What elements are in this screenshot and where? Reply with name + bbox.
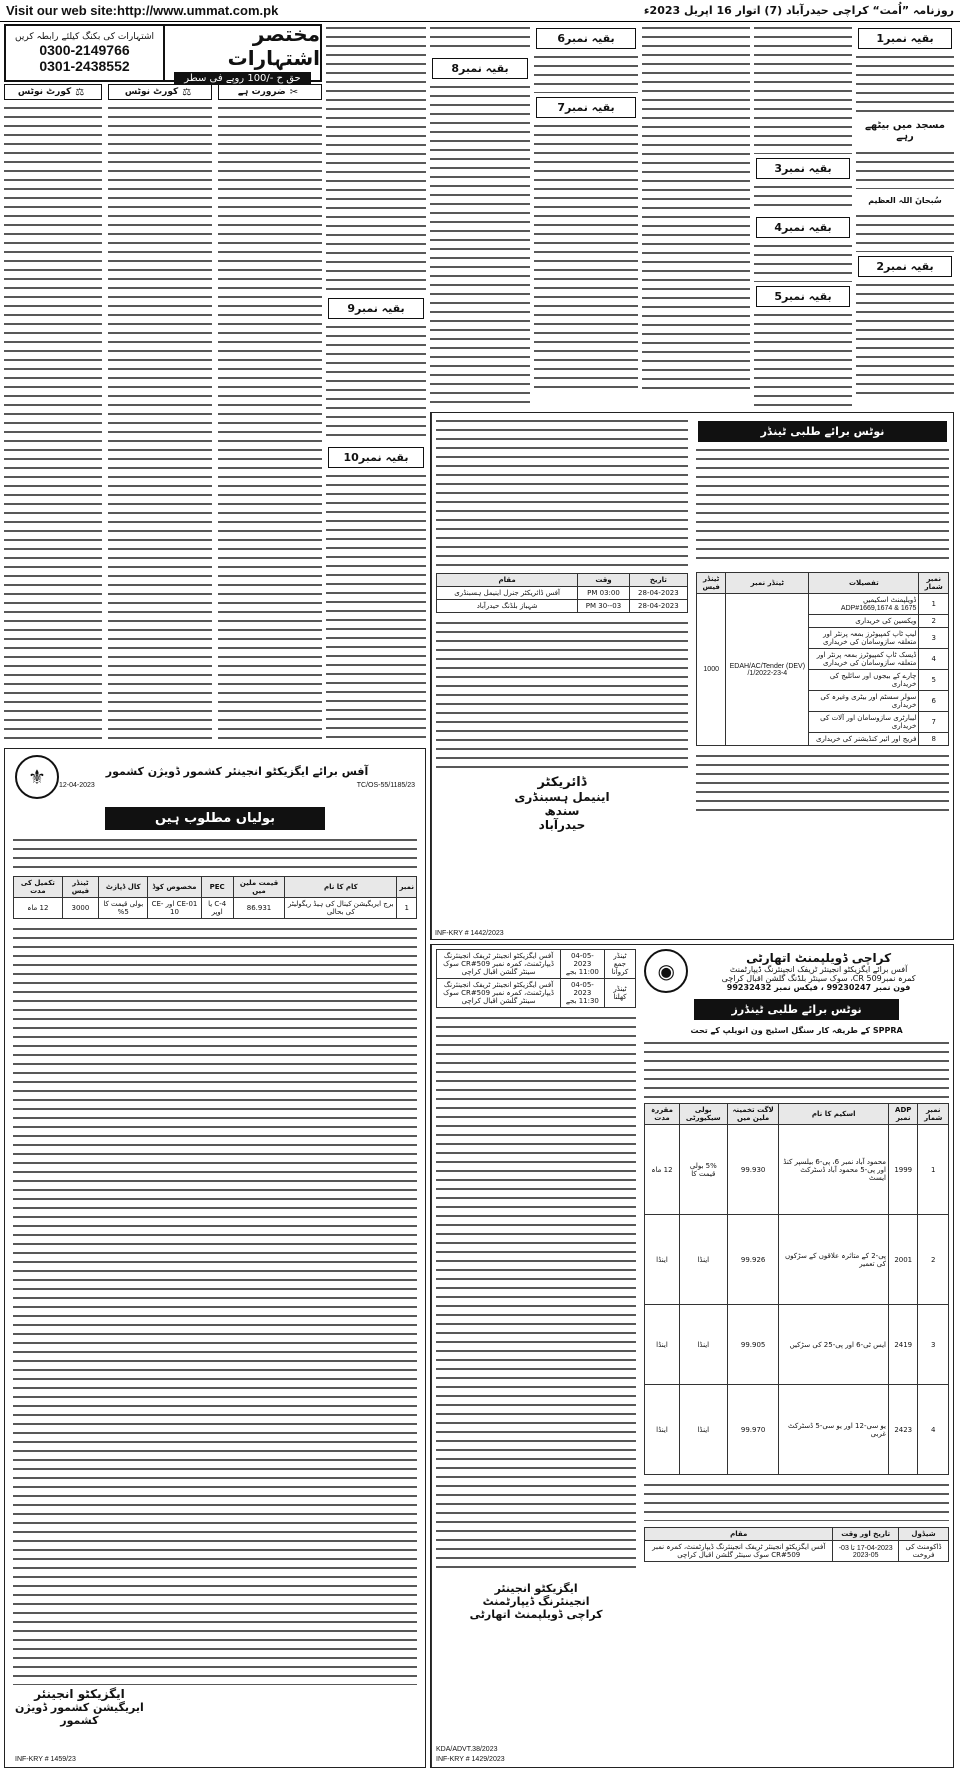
kda-opening-table [436, 949, 636, 1008]
continued-box-5: بقیہ نمبر5 [756, 286, 850, 307]
table-row: 28-04-2023 03--30 PM شہباز بلڈنگ حیدرآباد [437, 600, 688, 613]
classified-title: مختصر اشتہارات [227, 21, 320, 70]
irrigation-signature-title: ایگزیکٹو انجینئر [34, 1687, 125, 1701]
classified-column-2 [108, 104, 212, 744]
kda-logo-icon: ◉ [644, 949, 688, 993]
kda-phone: فون نمبر 99230247 ، فیکس نمبر 99232432 [726, 982, 911, 992]
kda-signature-title: ایگزیکٹو انجینئر [494, 1582, 578, 1595]
kda-ref-1: KDA/ADVT.38/2023 [436, 1746, 498, 1753]
masthead-strip [0, 0, 960, 22]
table-row: 3 2419 ایس ٹی-6 اور پی-25 کی سڑکیں 99.905 اینڈا اینڈا [645, 1305, 949, 1385]
continued-box-2: بقیہ نمبر2 [858, 256, 952, 277]
irrigation-office: آفس برائے ایگزیکٹو انجینئر کشمور ڈویژن کشمور [105, 765, 369, 778]
government-seal-icon: ⚜ [15, 755, 59, 799]
ah-signature-title: ڈائریکٹر [537, 775, 587, 790]
news-column-e [754, 24, 954, 410]
ah-signature-city: حیدرآباد [538, 818, 586, 832]
news-column-d [642, 24, 750, 410]
classified-rate: حق ح -/100 روپے فی سطر [174, 72, 310, 85]
classified-phone-2[interactable]: 0301-2438552 [39, 58, 130, 74]
classified-column-3 [218, 104, 322, 744]
gavel-icon: ⚖ [182, 86, 192, 98]
ah-schedule-table: تاریخ وقت مقام 28-04-2023 03:00 PM آفس ڈائریکٹر جنرل اینیمل ہسبنڈری 28-04-2023 03--30 PM شہباز بلڈنگ حیدرآباد [436, 573, 688, 613]
court-notice-header-1: ⚖ کورٹ نوٹس [4, 84, 102, 100]
kda-signature-authority: کراچی ڈویلپمنٹ اتھارٹی [469, 1608, 603, 1621]
table-row: 7 لیبارٹری سازوسامان اور آلات کی خریداری [697, 712, 949, 733]
irrigation-signature-dept: ایریگیشن کشمور ڈویژن [15, 1701, 144, 1714]
table-row: ڈاکومنٹ کی فروخت 17-04-2023 تا 03-05-2023 آفس ایگزیکٹو انجینئر ٹریفک انجینئرنگ ڈیپارٹمنٹ، کمرہ نمبر CR#509 سوک سینٹر گلشن اقبال کراچی [645, 1541, 949, 1562]
irrigation-signature-city: کشمور [60, 1714, 99, 1727]
kda-tender [430, 944, 954, 1768]
ah-signature-province: سندھ [544, 804, 580, 818]
continued-box-8: بقیہ نمبر8 [432, 58, 528, 79]
table-row: 2 ویکسین کی خریداری [697, 615, 949, 628]
continued-box-7: بقیہ نمبر7 [536, 97, 636, 118]
classified-phone-1[interactable]: 0300-2149766 [39, 42, 130, 58]
table-row: 3 لیپ ٹاپ کمپیوٹرز بمعہ پرنٹر اور متعلقہ سازوسامان کی خریداری [697, 628, 949, 649]
table-row: 1 برج ایریگیشن کینال کی ہیڈ ریگولیٹر کی بحالی 86.931 C-4 یا اوپر CE-01 اور CE-10 بولی قیمت کا 5% 3000 12 ماہ [14, 898, 417, 919]
ah-ref: INF-KRY # 1442/2023 [435, 930, 504, 937]
gavel-icon: ⚖ [75, 86, 85, 98]
irrigation-ref: INF-KRY # 1459/23 [15, 1756, 76, 1763]
classified-contact-label: اشتہارات کی بکنگ کیلئے رابطہ کریں [15, 32, 155, 42]
kda-address: کمرہ نمبر509 CR، سوک سینٹر بلڈنگ گلشن اقبال کراچی [721, 973, 916, 983]
irrigation-title: بولیاں مطلوب ہیں [105, 807, 325, 830]
table-row: 2 2001 پی-2 کے متاثرہ علاقوں کے سڑکوں کی تعمیر 99.926 اینڈا اینڈا [645, 1215, 949, 1305]
scissors-icon: ✂ [289, 86, 299, 98]
continued-box-1: بقیہ نمبر1 [858, 28, 952, 49]
news-column-b [430, 24, 530, 410]
kda-sale-table: شیڈول تاریخ اور وقت مقام ڈاکومنٹ کی فروخت 17-04-2023 تا 03-05-2023 آفس ایگزیکٹو انجینئر ٹریفک انجینئرنگ ڈیپارٹمنٹ، کمرہ نمبر CR#509 سوک سینٹر گلشن اقبال کراچی [644, 1527, 949, 1562]
court-notice-header-2: ⚖ کورٹ نوٹس [108, 84, 212, 100]
table-row: 1 ڈویلپمنٹ اسکیمیں ADP#1669,1674 & 1675 EDAH/AC/Tender (DEV) /1/2022-23-4 1000 [697, 594, 949, 615]
continued-box-4: بقیہ نمبر4 [756, 217, 850, 238]
ah-signature-dept: اینیمل ہسبنڈری [514, 790, 610, 804]
table-row: 5 چارے کے بیجوں اور سائلیج کی خریداری [697, 670, 949, 691]
kda-subtitle: SPPRA کے طریقہ کار سنگل اسٹیج ون انویلپ کے تحت [690, 1026, 903, 1035]
kda-authority: کراچی ڈویلپمنٹ اتھارٹی [746, 950, 892, 965]
kda-signature-dept: انجینئرنگ ڈیپارٹمنٹ [482, 1595, 590, 1608]
wanted-header: ✂ ضرورت ہے [218, 84, 322, 100]
table-row: 4 2423 یو سی-12 اور یو سی-5 ڈسٹرکٹ غربی 99.970 اینڈا اینڈا [645, 1385, 949, 1475]
kda-office: آفس برائے ایگزیکٹو انجینئر ٹریفک انجینئرنگ ڈیپارٹمنٹ [729, 964, 908, 974]
continued-box-6: بقیہ نمبر6 [536, 28, 636, 49]
irrigation-table: نمبر کام کا نام قیمت ملین میں PEC مخصوص کوڈ کال ڈپازٹ ٹینڈر فیس تکمیل کی مدت 1 برج ایریگیشن کینال کی ہیڈ ریگولیٹر کی بحالی 86.931 C-4 یا اوپر CE-01 اور CE-10 بولی قیمت کا 5% 3000 12 ماہ [13, 876, 417, 919]
kda-schemes-table: نمبر شمار ADP نمبر اسکیم کا نام لاگت تخمینہ ملین میں بولی سیکیورٹی مقررہ مدت 1 1999 محمود آباد نمبر 6، پی-6 بیلسپر کنڈ اور پی-5 محمود آباد ڈسٹرکٹ ایسٹ 99.930 5% بولی قیمت کا 12 ماہ 2 2001 پی-2 کے متاثرہ علاقوں کے سڑکوں کی تعمیر 99.926 اینڈا اینڈا 3 2419 ایس ٹی-6 اور پی-25 کی سڑکیں 99.905 اینڈا اینڈا 4 2423 یو سی-12 اور یو سی-5 ڈسٹرکٹ غربی 99.970 اینڈا اینڈا [644, 1103, 949, 1475]
table-row: 8 فریج اور ائیر کنڈیشنر کی خریداری [697, 733, 949, 746]
kda-tender-title: نوٹس برائے طلبی ٹینڈرز [694, 999, 899, 1020]
ah-tender-title: نوٹس برائے طلبی ٹینڈر [698, 421, 947, 442]
irrigation-tender [4, 748, 426, 1768]
paper-dateline: روزنامہ ”اُمت“ کراچی حیدرآباد (7) اتوار 16 اپریل 2023ء [643, 4, 954, 17]
continued-box-10: بقیہ نمبر10 [328, 447, 424, 468]
table-row: 4 ڈیسک ٹاپ کمپیوٹرز بمعہ پرنٹر اور متعلقہ سازوسامان کی خریداری [697, 649, 949, 670]
continued-box-9: بقیہ نمبر9 [328, 298, 424, 319]
classified-column-1 [4, 104, 102, 744]
table-row: ٹینڈر کھلنا 04-05-2023 11:30 بجے آفس ایگزیکٹو انجینئر ٹریفک انجینئرنگ ڈیپارٹمنٹ، کمرہ نمبر CR#509 سوک سینٹر گلشن اقبال کراچی [437, 979, 636, 1008]
prayer-line: سُبحانَ اللہ العظیم [858, 193, 952, 208]
table-row: ٹینڈر جمع کروانا 04-05-2023 11:00 بجے آفس ایگزیکٹو انجینئر ٹریفک انجینئرنگ ڈیپارٹمنٹ، کمرہ نمبر CR#509 سوک سینٹر گلشن اقبال کراچی [437, 950, 636, 979]
kda-ref-2: INF-KRY # 1429/2023 [436, 1756, 505, 1763]
news-column-a [326, 24, 426, 744]
table-row: 1 1999 محمود آباد نمبر 6، پی-6 بیلسپر کنڈ اور پی-5 محمود آباد ڈسٹرکٹ ایسٹ 99.930 5% بولی قیمت کا 12 ماہ [645, 1125, 949, 1215]
mosque-heading: مسجد میں بیٹھے رہے [858, 117, 952, 145]
table-row: 6 سولر سسٹم اور بیٹری وغیرہ کی خریداری [697, 691, 949, 712]
ah-items-table: نمبر شمار تفصیلات ٹینڈر نمبر ٹینڈر فیس 1 ڈویلپمنٹ اسکیمیں ADP#1669,1674 & 1675 EDAH/AC/Tender (DEV) /1/2022-23-4 1000 2 ویکسین کی خریداری 3 لیپ ٹاپ کمپیوٹرز بمعہ پرنٹر اور متعلقہ سازوسامان کی خریداری 4 ڈیسک ٹاپ کمپیوٹرز بمعہ پرنٹر اور متعلقہ سازوسامان کی خریداری 5 چارے کے بیجوں اور سائلیج کی خریداری 6 سولر سسٹم اور بیٹری وغیرہ کی خریداری 7 لیبارٹری سازوسامان اور آلات کی خریداری 8 فریج اور ائیر کنڈیشنر کی خریداری [696, 572, 949, 746]
website-url[interactable]: Visit our web site:http://www.ummat.com.pk [6, 3, 279, 18]
animal-husbandry-tender [430, 412, 954, 940]
irrigation-ref-no: TC/OS-55/1185/23 [356, 782, 415, 789]
continued-box-3: بقیہ نمبر3 [756, 158, 850, 179]
classified-ad-banner [4, 21, 322, 84]
table-row: 28-04-2023 03:00 PM آفس ڈائریکٹر جنرل اینیمل ہسبنڈری [437, 587, 688, 600]
news-column-c [534, 24, 638, 410]
irrigation-date: 12-04-2023 [59, 782, 95, 789]
